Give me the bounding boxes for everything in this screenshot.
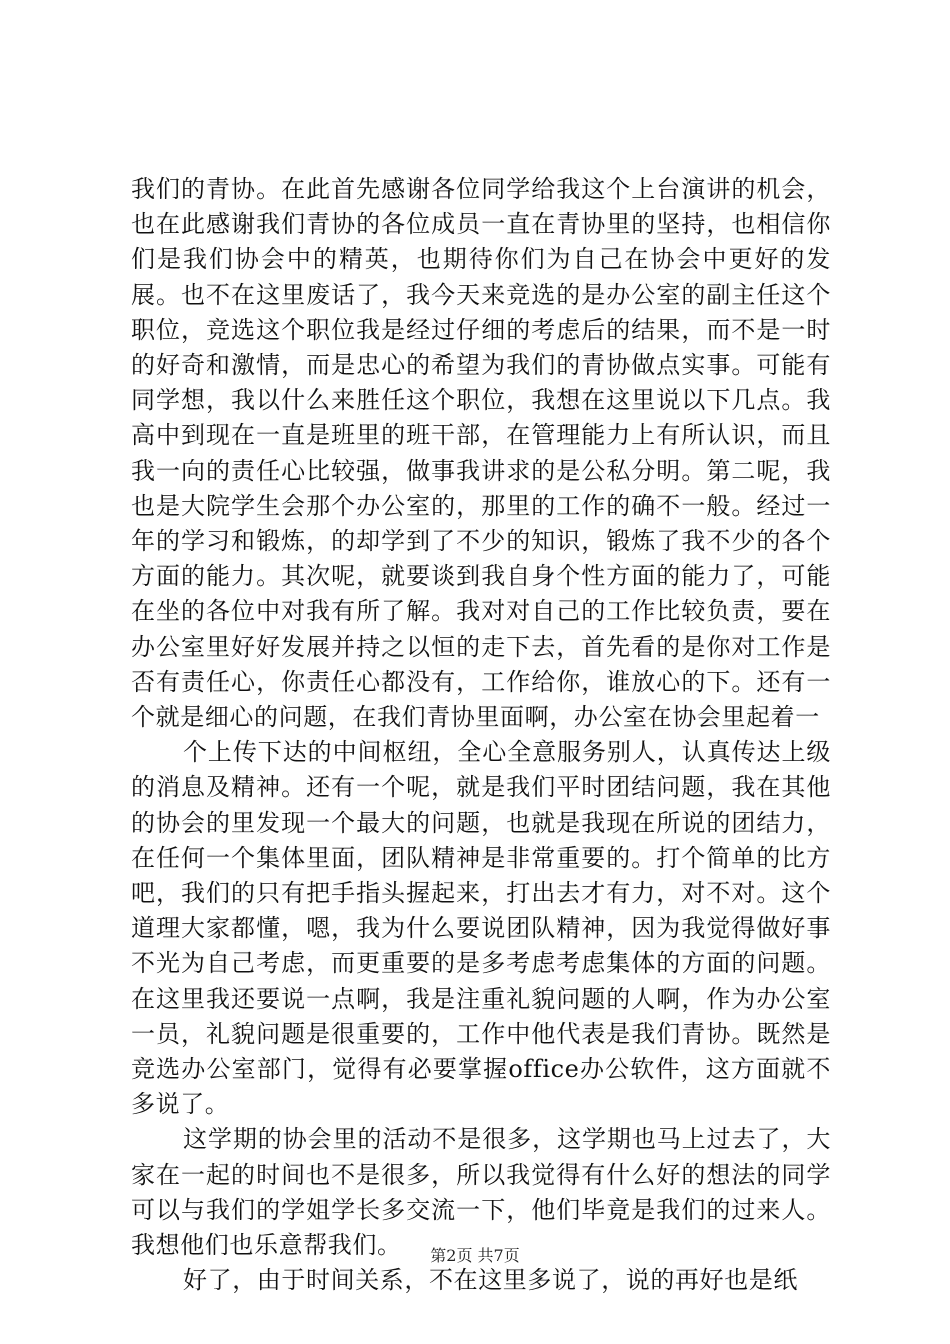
page-number-footer: 第2页 共7页 xyxy=(430,1246,520,1265)
paragraph-1: 我们的青协。在此首先感谢各位同学给我这个上台演讲的机会，也在此感谢我们青协的各位成员一直在青协里的坚持，也相信你们是我们协会中的精英，也期待你们为自己在协会中更好的发展。也不在这里废话了，我今天来竞选的是办公室的副主任这个职位，竞选这个职位我是经过仔细的考虑后的结果，而不是一时的好奇和激情，而是忠心的希望为我们的青协做点实事。可能有同学想，我以什么来胜任这个职位，我想在这里说以下几点。我高中到现在一直是班里的班干部，在管理能力上有所认识，而且我一向的责任心比较强，做事我讲求的是公私分明。第二呢，我也是大院学生会那个办公室的，那里的工作的确不一般。经过一年的学习和锻炼，的却学到了不少的知识，锻炼了我不少的各个方面的能力。其次呢，就要谈到我自身个性方面的能力了，可能在坐的各位中对我有所了解。我对对自己的工作比较负责，要在办公室里好好发展并持之以恒的走下去，首先看的是你对工作是否有责任心，你责任心都没有，工作给你，谁放心的下。还有一个就是细心的问题，在我们青协里面啊，办公室在协会里起着一 xyxy=(131,175,831,732)
paragraph-2: 个上传下达的中间枢纽，全心全意服务别人，认真传达上级的消息及精神。还有一个呢，就是我们平时团结问题，我在其他的协会的里发现一个最大的问题，也就是我现在所说的团结力，在任何一个集体里面，团队精神是非常重要的。打个简单的比方吧，我们的只有把手指头握起来，打出去才有力，对不对。这个道理大家都懂，嗯，我为什么要说团队精神，因为我觉得做好事不光为自己考虑，而更重要的是多考虑考虑集体的方面的问题。在这里我还要说一点啊，我是注重礼貌问题的人啊，作为办公室一员，礼貌问题是很重要的，工作中他代表是我们青协。既然是竞选办公室部门，觉得有必要掌握office办公软件，这方面就不多说了。 xyxy=(131,738,831,1119)
paragraph-4: 好了，由于时间关系，不在这里多说了，说的再好也是纸 xyxy=(183,1266,798,1295)
document-body xyxy=(131,172,831,1299)
paragraph-3: 这学期的协会里的活动不是很多，这学期也马上过去了，大家在一起的时间也不是很多，所以我觉得有什么好的想法的同学可以与我们的学姐学长多交流一下，他们毕竟是我们的过来人。我想他们也乐意帮我们。 xyxy=(131,1125,831,1260)
